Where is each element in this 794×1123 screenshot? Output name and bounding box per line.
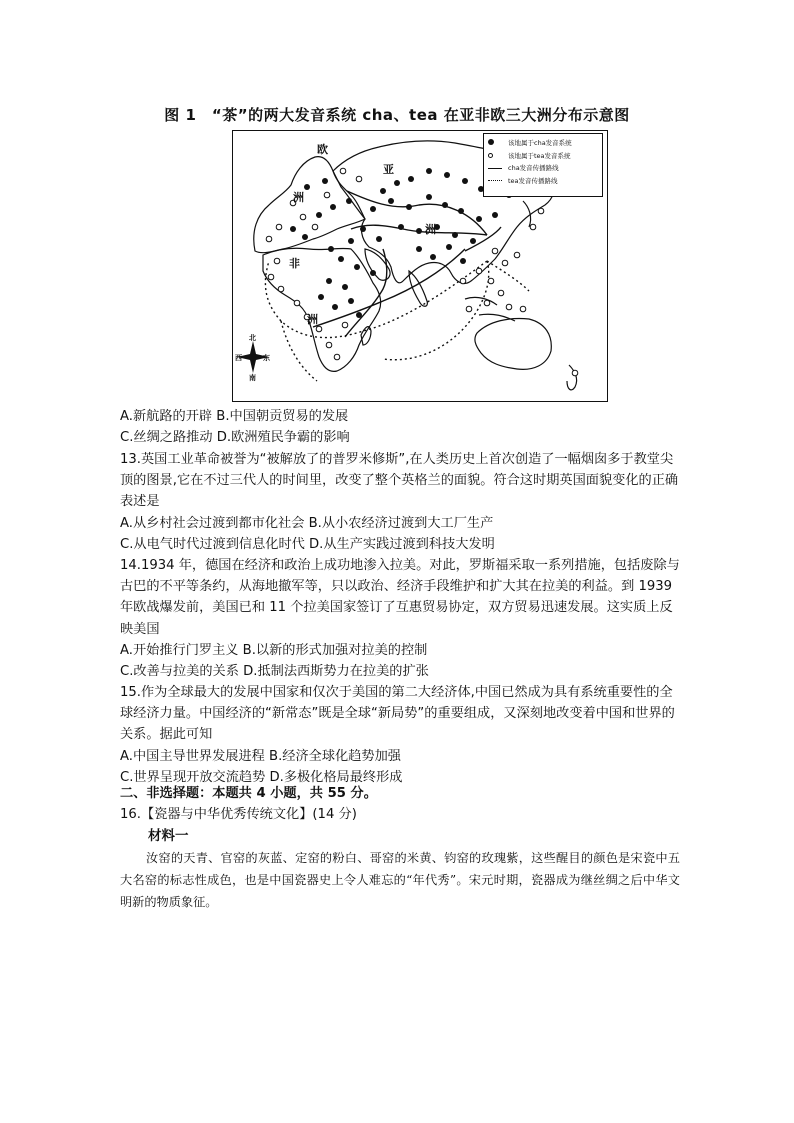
cha-point	[470, 238, 476, 244]
tea-point	[326, 342, 332, 348]
cha-route-africa-east	[345, 249, 387, 337]
cha-point	[370, 206, 376, 212]
cha-point	[492, 212, 498, 218]
australia-outline	[475, 319, 551, 370]
q13-option-line: C.从电气时代过渡到信息化时代 D.从生产实践过渡到科技大发明	[120, 536, 495, 552]
tea-point	[506, 304, 512, 310]
cha-route-sea	[313, 249, 465, 327]
figure-title: 图 1 “茶”的两大发音系统 cha、tea 在亚非欧三大洲分布示意图	[164, 106, 630, 124]
cha-point	[442, 202, 448, 208]
legend-cha-route: cha发音传播路线	[488, 162, 598, 175]
question-15	[120, 682, 680, 788]
cha-point	[370, 270, 376, 276]
cha-point	[348, 298, 354, 304]
tea-point	[492, 248, 498, 254]
compass-west: 西	[235, 354, 242, 362]
label-europe-2: 洲	[293, 191, 304, 204]
cha-point	[376, 236, 382, 242]
tea-point	[538, 208, 544, 214]
material-one-passage: 汝窑的天青、官窑的灰蓝、定窑的粉白、哥窑的米黄、钧窑的玫瑰紫，这些醒目的颜色是宋瓷中五大名窑的标志性成色，也是中国瓷器史上令人难忘的“年代秀”。宋元时期，瓷器成为继丝绸之后中华文明新的物质象征。	[120, 851, 680, 909]
tea-point	[312, 224, 318, 230]
section-two-heading: 二、非选择题：本题共 4 小题，共 55 分。	[120, 786, 377, 801]
cha-point	[356, 312, 362, 318]
q15-stem: 15.作为全球最大的发展中国家和仅次于美国的第二大经济体,中国已然成为具有系统重要性的全球经济力量。中国经济的“新常态”既是全球“新局势”的重要组成，又深刻地改变着中国和世界的关系。据此可知	[120, 685, 675, 743]
q15-option-line: A.中国主导世界发展进程 B.经济全球化趋势加强	[120, 748, 401, 764]
nz-outline	[567, 365, 577, 390]
q13-stem: 13.英国工业革命被誉为“被解放了的普罗米修斯”,在人类历史上首次创造了一幅烟囱多于教堂尖顶的图景,它在不过三代人的时间里，改变了整个英格兰的面貌。符合这时期英国面貌变化的正确表述是	[120, 452, 679, 510]
islands-outline	[465, 297, 497, 305]
tea-route-east	[487, 261, 529, 291]
cha-point	[326, 278, 332, 284]
cha-point	[316, 212, 322, 218]
dotted-line-icon	[488, 180, 502, 181]
cha-point	[338, 256, 344, 262]
cha-point	[328, 246, 334, 252]
cha-point	[380, 188, 386, 194]
cha-point	[342, 284, 348, 290]
japan-outline	[523, 201, 531, 227]
q14-option-line: A.开始推行门罗主义 B.以新的形式加强对拉美的控制	[120, 642, 428, 658]
filled-dot-icon	[488, 139, 494, 145]
tea-point	[268, 274, 274, 280]
cha-point	[416, 246, 422, 252]
cha-point	[332, 304, 338, 310]
solid-line-icon	[488, 168, 502, 169]
tea-point	[316, 326, 322, 332]
islands-outline-2	[479, 314, 515, 321]
tea-point	[572, 370, 578, 376]
cha-point	[394, 180, 400, 186]
tea-point	[334, 354, 340, 360]
q14-option-line: C.改善与拉美的关系 D.抵制法西斯势力在拉美的扩张	[120, 664, 429, 680]
q13-option-line: A.从乡村社会过渡到都市化社会 B.从小农经济过渡到大工厂生产	[120, 515, 494, 531]
cha-route-north	[347, 191, 487, 235]
cha-point	[458, 208, 464, 214]
q15-option-line: C.世界呈现开放交流趋势 D.多极化格局最终形成	[120, 769, 403, 785]
question-12-options	[120, 406, 680, 448]
cha-point	[302, 234, 308, 240]
tea-point	[324, 192, 330, 198]
tea-point	[502, 260, 508, 266]
tea-point	[294, 300, 300, 306]
cha-point	[446, 244, 452, 250]
question-14	[120, 555, 680, 682]
material-one-label: 材料一	[148, 828, 189, 844]
legend-cha-point: 该地属于cha发音系统	[488, 137, 598, 150]
compass-east: 东	[263, 354, 270, 362]
tea-point	[476, 268, 482, 274]
tea-point	[340, 168, 346, 174]
cha-point	[348, 238, 354, 244]
label-africa-1: 非	[289, 257, 300, 270]
tea-route-south	[383, 261, 489, 360]
cha-point	[360, 226, 366, 232]
q12-option-line: C.丝绸之路推动 D.欧洲殖民争霸的影响	[120, 430, 350, 446]
cha-point	[388, 198, 394, 204]
q12-option-line: A.新航路的开辟 B.中国朝贡贸易的发展	[120, 409, 349, 424]
hollow-dot-icon	[488, 153, 493, 158]
cha-point	[330, 204, 336, 210]
compass-north: 北	[249, 334, 256, 342]
tea-point	[530, 224, 536, 230]
india-outline	[409, 271, 427, 306]
compass-south: 南	[249, 374, 256, 382]
cha-point	[452, 232, 458, 238]
legend-tea-route: tea发音传播路线	[488, 175, 598, 188]
cha-point	[430, 254, 436, 260]
tea-point	[520, 306, 526, 312]
cha-point	[444, 172, 450, 178]
q14-stem: 14.1934 年，德国在经济和政治上成功地渗入拉美。对此，罗斯福采取一系列措施，包括废除与古巴的不平等条约，从海地撤军等，只以政治、经济手段维护和扩大其在拉美的利益。到 1939 年欧战爆发前，美国已和 11 个拉美国家签订了互惠贸易协定，双方贸易迅速发展。这实质上反映美国	[120, 558, 680, 637]
cha-point	[406, 204, 412, 210]
tea-point	[266, 236, 272, 242]
tea-point	[498, 290, 504, 296]
tea-point	[460, 278, 466, 284]
label-africa-2: 洲	[307, 313, 318, 326]
label-asia-2: 洲	[425, 223, 436, 236]
cha-point	[416, 228, 422, 234]
tea-point	[466, 306, 472, 312]
tea-point	[488, 278, 494, 284]
tea-point	[356, 176, 362, 182]
question-16-heading: 16.【瓷器与中华优秀传统文化】(14 分)	[120, 807, 357, 822]
tea-point	[276, 224, 282, 230]
cha-point	[346, 198, 352, 204]
tea-point	[342, 322, 348, 328]
cha-point	[460, 258, 466, 264]
tea-distribution-map	[232, 130, 608, 402]
cha-point	[290, 226, 296, 232]
cha-point	[304, 184, 310, 190]
tea-point	[300, 214, 306, 220]
cha-point	[408, 176, 414, 182]
cha-point	[462, 178, 468, 184]
question-13	[120, 449, 680, 555]
cha-point	[322, 178, 328, 184]
cha-point	[398, 224, 404, 230]
label-asia-1: 亚	[383, 163, 394, 176]
label-europe-1: 欧	[317, 143, 328, 156]
tea-point	[484, 300, 490, 306]
map-legend	[483, 133, 603, 197]
cha-point	[476, 216, 482, 222]
cha-point	[354, 264, 360, 270]
legend-tea-point: 该地属于tea发音系统	[488, 150, 598, 163]
tea-points	[266, 168, 578, 376]
tea-point	[514, 252, 520, 258]
tea-point	[278, 286, 284, 292]
cha-point	[318, 294, 324, 300]
cha-point	[426, 168, 432, 174]
tea-point	[274, 258, 280, 264]
cha-point	[426, 194, 432, 200]
